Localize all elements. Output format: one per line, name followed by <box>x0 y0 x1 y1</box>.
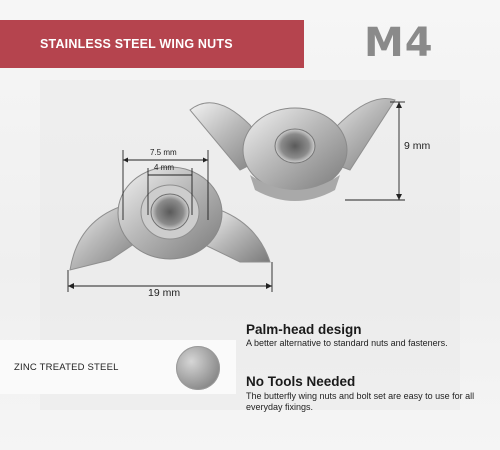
height-label: 9 mm <box>404 140 431 152</box>
banner-title: STAINLESS STEEL WING NUTS <box>40 37 233 51</box>
feature-title-no-tools: No Tools Needed <box>246 374 356 389</box>
wing-nut-front <box>70 167 270 270</box>
zinc-swatch-icon <box>176 346 220 390</box>
feature-desc-palm-head: A better alternative to standard nuts and fasteners. <box>246 338 448 348</box>
width-label: 19 mm <box>148 287 181 299</box>
thread-diameter-label: 4 mm <box>154 163 174 172</box>
feature-desc-no-tools: The butterfly wing nuts and bolt set are easy to use for all everyday fixings. <box>246 391 475 412</box>
feature-title-palm-head: Palm-head design <box>246 322 362 337</box>
size-label: M4 <box>364 20 434 66</box>
wing-nut-back <box>190 99 395 201</box>
finish-label: ZINC TREATED STEEL <box>14 361 119 373</box>
outer-diameter-label: 7.5 mm <box>150 148 177 157</box>
